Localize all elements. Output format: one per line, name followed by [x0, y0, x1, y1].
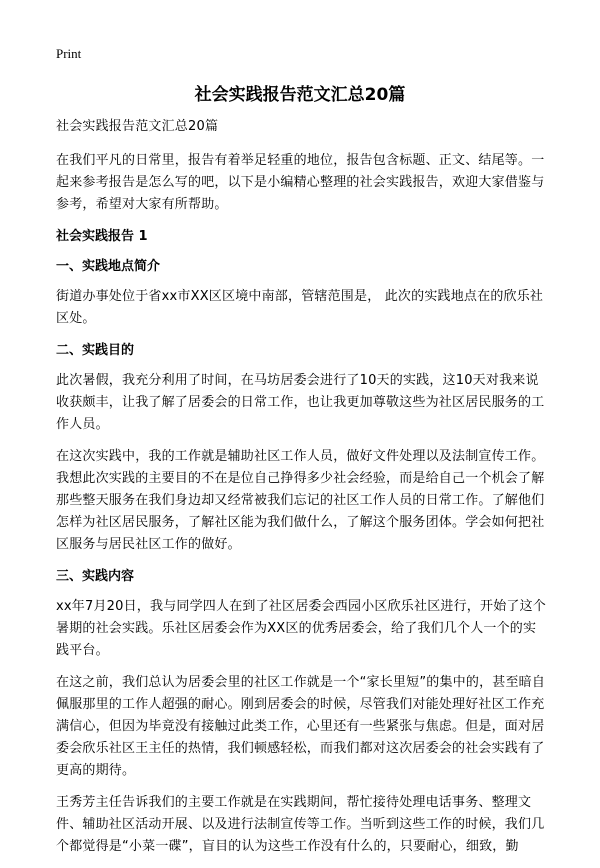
- intro-paragraph: 在我们平凡的日常里，报告有着举足轻重的地位，报告包含标题、正文、结尾等。一起来参考报告是怎么写的吧，以下是小编精心整理的社会实践报告，欢迎大家借鉴与参考，希望对大家有所帮助。: [56, 153, 545, 212]
- section-heading-content: 三、实践内容: [56, 569, 135, 584]
- paragraph-content-3: 王秀芳主任告诉我们的主要工作就是在实践期间，帮忙接待处理电话事务、整理文件、辅助社区活动开展、以及进行法制宣传等工作。当听到这些工作的时候，我们几个都觉得是“小菜一碟”，盲目的认为这些工作没有什么的，只要耐心，细致，勤: [56, 795, 545, 854]
- paragraph-purpose-2: 在这次实践中，我的工作就是辅助社区工作人员，做好文件处理以及法制宣传工作。我想此次实践的主要目的不在是位自己挣得多少社会经验，而是给自己一个机会了解那些整天服务在我们身边却又经常被我们忘记的社区工作人员的日常工作。了解他们怎样为社区居民服务，了解社区能为我们做什么，了解这个服务团体。学会如何把社区服务与居民社区工作的做好。: [56, 449, 545, 552]
- paragraph-content-2: 在这之前，我们总认为居委会里的社区工作就是一个“家长里短”的集中的，甚至暗自佩服那里的工作人超强的耐心。刚到居委会的时候，尽管我们对能处理好社区工作充满信心，但因为毕竟没有接触过此类工作，心里还有一些紧张与焦虑。但是，面对居委会欣乐社区王主任的热情，我们顿感轻松，而我们都对这次居委会的社会实践有了更高的期待。: [56, 675, 546, 778]
- report-heading: 社会实践报告 1: [56, 229, 148, 244]
- paragraph-purpose-1: 此次暑假，我充分利用了时间，在马坊居委会进行了10天的实践，这10天对我来说收获颇丰，让我了解了居委会的日常工作，也让我更加尊敬这些为社区居民服务的工作人员。: [56, 373, 545, 432]
- print-link[interactable]: Print: [56, 46, 82, 61]
- paragraph-location: 街道办事处位于省xx市XX区区境中南部，管辖范围是， 此次的实践地点在的欣乐社区处。: [56, 289, 544, 326]
- document-body: [56, 116, 548, 868]
- paragraph-content-1: xx年7月20日，我与同学四人在到了社区居委会西园小区欣乐社区进行，开始了这个暑期的社会实践。乐社区居委会作为XX区的优秀居委会，给了我们几个人一个的实践平台。: [56, 599, 547, 658]
- section-heading-location: 一、实践地点简介: [56, 259, 161, 274]
- document-title: 社会实践报告范文汇总20篇: [194, 85, 406, 105]
- section-heading-purpose: 二、实践目的: [56, 343, 135, 358]
- document-subtitle: 社会实践报告范文汇总20篇: [56, 119, 219, 134]
